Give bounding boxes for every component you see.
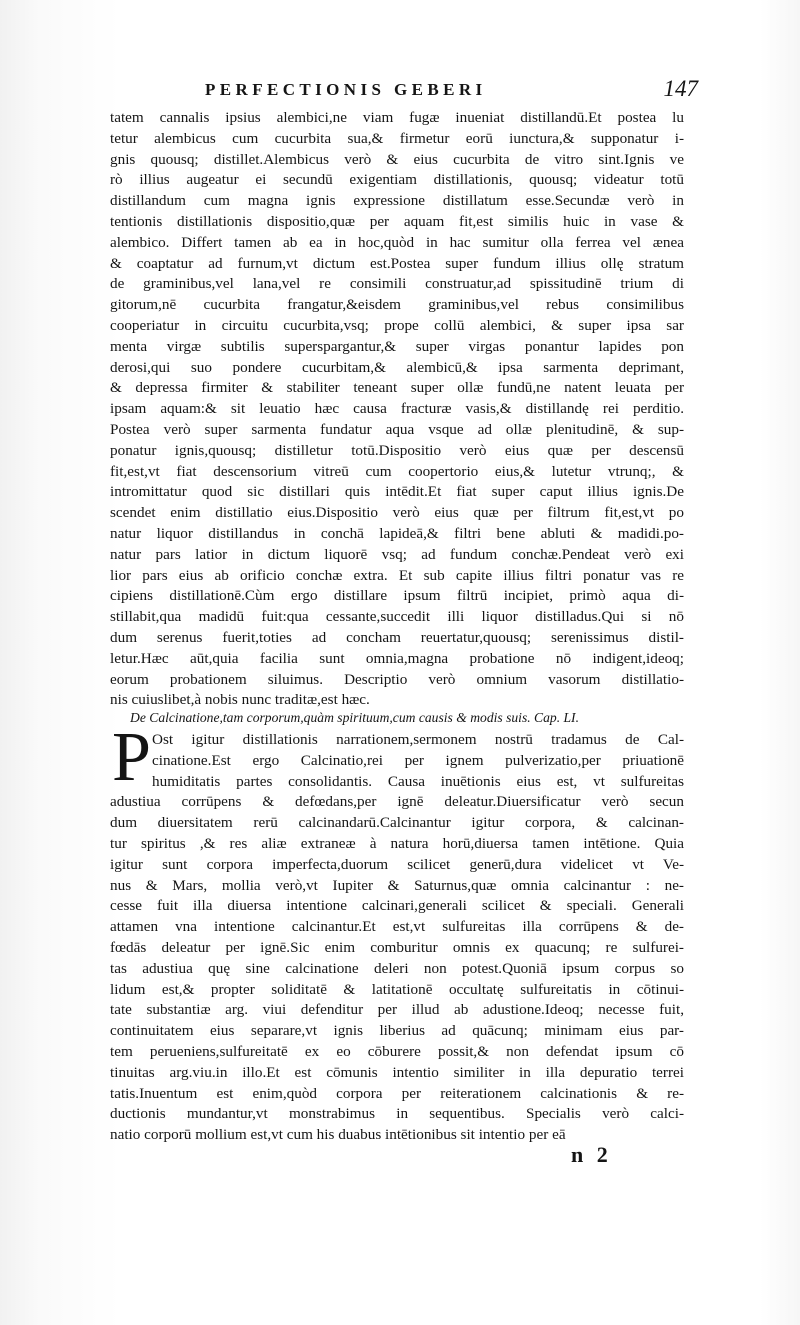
text-line: rò illius augeatur ei secundū exigentiam distillationis, quousq; videatur totū bbox=[110, 171, 684, 189]
text-line: cipiens distillationē.Cùm ergo distillare ipsum filtrū incipiet, primò aqua di- bbox=[110, 587, 684, 605]
text-line: tetur alembicus cum cucurbita sua,& firmetur eorū iunctura,& supponatur i- bbox=[110, 129, 684, 147]
text-line: ipsam aquam:& sit leuatio hæc causa fracturæ vasis,& distillandę rei perditio. bbox=[110, 400, 684, 418]
page-number: 147 bbox=[663, 76, 698, 101]
text-line: nus & Mars, mollia verò,vt Iupiter & Saturnus,quæ omnia calcinantur : ne- bbox=[110, 876, 684, 894]
text-line: alembico. Differt tamen ab ea in hoc,quòd in hac sumitur olla ferrea vel ænea bbox=[110, 233, 684, 251]
text-line: & coaptatur ad furnum,vt dictum est.Postea super fundum illius ollę stratum bbox=[110, 254, 684, 272]
body-text-section-2 bbox=[110, 719, 684, 1146]
text-line: Ost igitur distillationis narrationem,sermonem nostrū tradamus de Cal- bbox=[152, 731, 684, 748]
text-line: cooperiatur in circuitu cucurbita,vsq; prope collū alembici, & super ipsa sar bbox=[110, 316, 684, 334]
text-line: lidum est,& propter soliditatē & latitationē occultatę sulfureitatis in cōtinui- bbox=[110, 980, 684, 998]
text-line: continuitatem eius separare,vt ignis liberius ad quācunq; minimam eius par- bbox=[110, 1022, 684, 1040]
text-line: derosi,qui suo pondere cucurbitam,& alembicū,& ipsa sarmenta deprimant, bbox=[110, 358, 684, 376]
chapter-heading: De Calcinatione,tam corporum,quàm spirituum,cum causis & modis suis. Cap. LI. bbox=[130, 710, 579, 725]
text-line: gitorum,nē cucurbita frangatur,&eisdem graminibus,vel rebus consimilibus bbox=[110, 296, 684, 314]
text-line: de graminibus,vel lana,vel re consimili construatur,ad spissitudinē trium di bbox=[110, 275, 684, 293]
text-line: Postea verò super sarmenta fundatur aqua vsque ad ollæ plenitudinē, & sup- bbox=[110, 420, 684, 438]
text-line: scendet enim distillatio eius.Dispositio verò eius quæ per filtrum fit,est,vt po bbox=[110, 504, 684, 522]
text-line: stillabit,qua madidū fuit:qua cessante,succedit illi liquor distilladus.Qui si nō bbox=[110, 608, 684, 626]
text-line: fœdās deleatur per ignē.Sic enim comburitur omnis ex quacunq; re sulfurei- bbox=[110, 938, 684, 956]
text-line: humiditatis partes consolidantis. Causa inuētionis eius est, vt sulfureitas bbox=[152, 772, 684, 790]
text-line: tem perueniens,sulfureitatē ex eo cōburere possit,& non defendat ipsum cō bbox=[110, 1042, 684, 1060]
text-line: igitur sunt corpora imperfecta,duorum scilicet generū,dura videlicet vt Ve- bbox=[110, 855, 684, 873]
text-line: intromittatur quod sic distillari quis intēdit.Et fiat super caput illius ignis.De bbox=[110, 483, 684, 501]
text-line: nis cuiuslibet,à nobis nunc traditæ,est hæc. bbox=[110, 691, 370, 709]
text-line: tatem cannalis ipsius alembici,ne viam fugæ inueniat distillandū.Et postea lu bbox=[110, 109, 684, 126]
text-line: attamen vna intentione calcinantur.Et est,vt sulfureitas illa corrūpens & de- bbox=[110, 918, 684, 936]
page-header bbox=[205, 76, 698, 106]
text-line: & depressa firmiter & stabiliter teneant super ollæ fundū,ne natent leuata per bbox=[110, 379, 684, 397]
text-line: letur.Hæc aūt,quia facilia sunt omnia,magna probatione nō indigent,ideoq; bbox=[110, 649, 684, 667]
text-line: tinuitas arg.viu.in illo.Et est cōmunis intentio similiter in illa depuratio terrei bbox=[110, 1063, 684, 1081]
text-line: eorum probationem siluimus. Descriptio verò omnium vasorum distillatio- bbox=[110, 670, 684, 688]
signature-mark: n 2 bbox=[571, 1142, 612, 1167]
text-line: tatis.Inuentum est enim,quòd corpora per reiterationem calcinationis & re- bbox=[110, 1084, 684, 1102]
text-line: adustiua corrūpens & defœdans,per ignē deleatur.Diuersificatur verò secun bbox=[110, 793, 684, 811]
body-text-section-1 bbox=[110, 108, 684, 711]
drop-cap: P bbox=[112, 719, 151, 796]
text-line: ductionis mundantur,vt monstrabimus in sequentibus. Specialis verò calci- bbox=[110, 1105, 684, 1123]
text-line: dum diuersitatem rerū calcinandarū.Calcinantur igitur corpora, & calcinan- bbox=[110, 814, 684, 832]
text-line: ponatur ignis,quousq; distilletur totū.Dispositio verò eius quæ per descensū bbox=[110, 441, 684, 459]
text-line: cinatione.Est ergo Calcinatio,rei per ignem pulverizatio,per priuationē bbox=[152, 751, 684, 769]
text-line: tas adustiua quę sine calcinatione deleri non potest.Quoniā ipsum corpus so bbox=[110, 959, 684, 977]
text-line: lior pars eius ab orificio conchæ extra. Et sub capite illius filtri ponatur vas re bbox=[110, 566, 684, 584]
text-line: natur pars latior in dictum liquorē vsq; ad fundum conchæ.Pendeat verò exi bbox=[110, 545, 684, 563]
text-line: menta virgæ subtilis superspargantur,& super virgas ponantur lapides pon bbox=[110, 337, 684, 355]
text-line: cesse fuit illa diuersa intentione calcinari,generali scilicet & speciali. Generali bbox=[110, 897, 684, 915]
text-line: dum serenus fuerit,toties ad concham reuertatur,quousq; serenissimus distil- bbox=[110, 628, 684, 646]
text-line: natur liquor distillandus in conchā lapideā,& filtri bene abluti & madidi.po- bbox=[110, 524, 684, 542]
text-line: gnis quousq; distillet.Alembicus verò & eius cucurbita de vitro sint.Ignis ve bbox=[110, 150, 684, 168]
text-line: fit,est,vt fiat descensorium vitreū cum coopertorio eius,& lutetur vtrunq;, & bbox=[110, 462, 684, 480]
text-line: natio corporū mollium est,vt cum his duabus intētionibus sit intentio per eā bbox=[110, 1126, 566, 1144]
text-line: distillandum cum magna ignis expressione distillatum esse.Secundæ verò in bbox=[110, 192, 684, 210]
text-line: tur spiritus ,& res aliæ extraneæ à natura horū,diuersa tamen intētione. Quia bbox=[110, 834, 684, 852]
text-line: tate substantiæ arg. viui defenditur per illud ab adustione.Ideoq; necesse fuit, bbox=[110, 1001, 684, 1019]
text-line: tentionis distillationis dispositio,quæ per aquam fit,est similis huic in vase & bbox=[110, 212, 684, 230]
running-title: PERFECTIONIS GEBERI bbox=[205, 80, 487, 99]
